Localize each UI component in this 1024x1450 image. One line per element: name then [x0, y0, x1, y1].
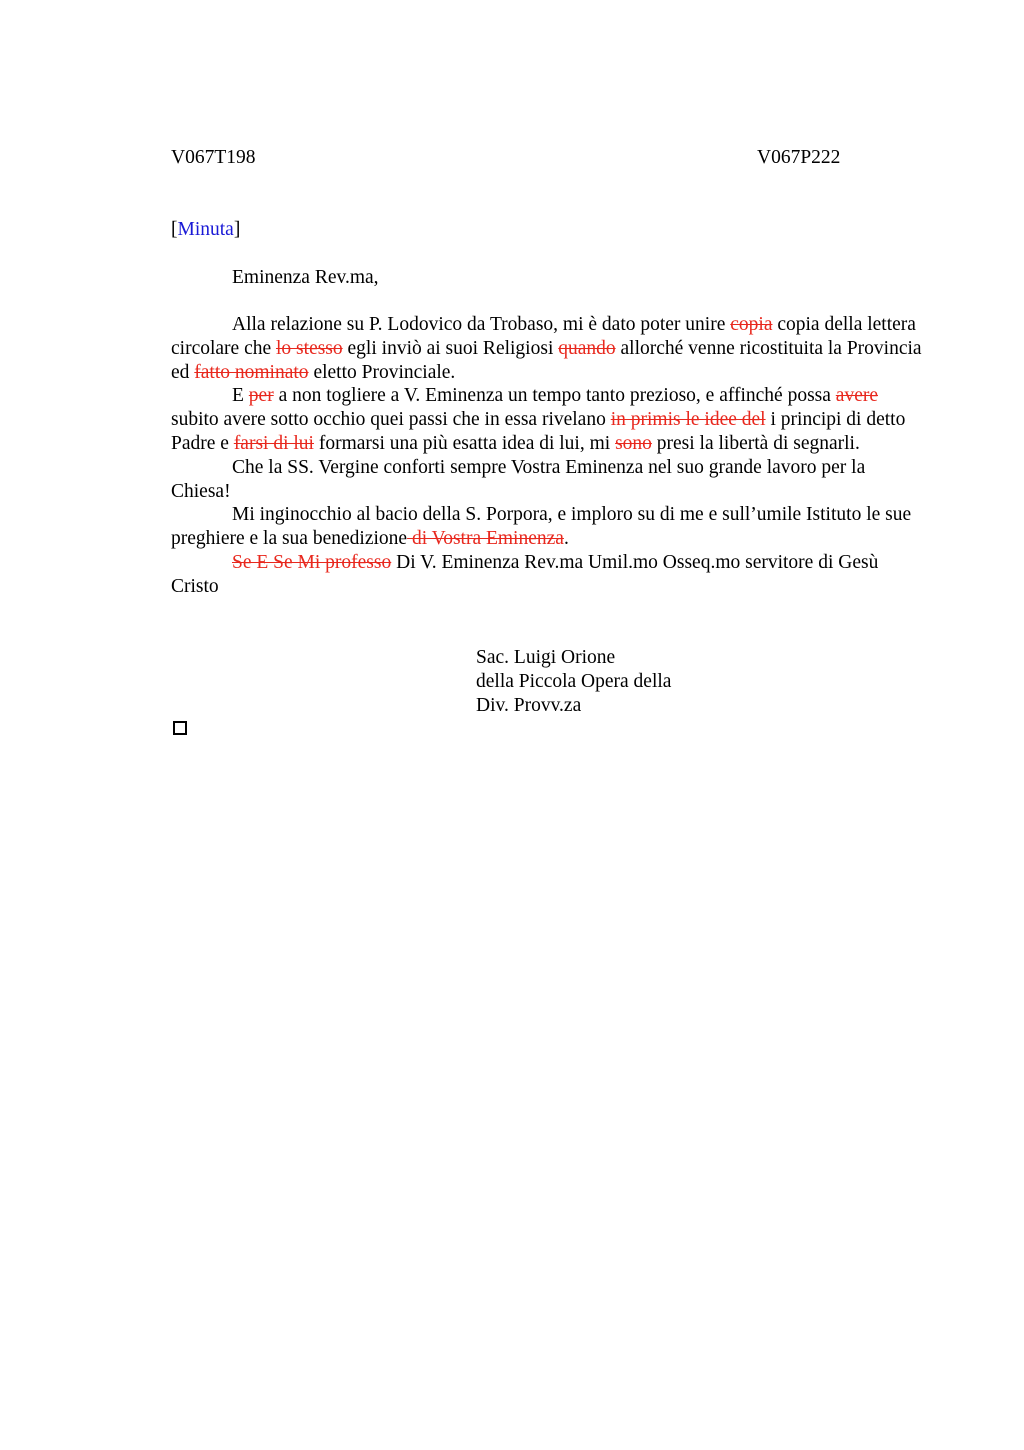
- salutation: Eminenza Rev.ma,: [232, 267, 379, 288]
- deleted-text: Se E Se Mi professo: [232, 551, 392, 573]
- deleted-text: fatto nominato: [194, 361, 309, 383]
- deleted-text: farsi di lui: [233, 432, 314, 454]
- signature-line-3: Div. Provv.za: [476, 694, 582, 716]
- text-run: copia della lettera circolare che: [171, 314, 916, 359]
- paragraph-5: [171, 551, 923, 599]
- text-run: Alla relazione su P. Lodovico da Trobaso, mi è dato poter unire: [232, 314, 731, 335]
- paragraph-3: [171, 456, 923, 504]
- text-run: Che la SS. Vergine conforti sempre Vostra Eminenza nel suo grande lavoro per la Chiesa!: [171, 456, 866, 502]
- document-code-left: V067T198: [171, 147, 256, 168]
- deleted-text: lo stesso: [276, 337, 343, 359]
- text-run: a non togliere a V. Eminenza un tempo tanto prezioso, e affinché possa: [273, 385, 836, 407]
- minuta-open-bracket: [: [171, 219, 178, 240]
- paragraph-4: [171, 503, 923, 551]
- signature-line-2: della Piccola Opera della: [476, 670, 672, 692]
- deleted-text: in primis le idee del: [610, 409, 766, 431]
- paragraph-2: [171, 384, 923, 455]
- minuta-label: [171, 218, 240, 242]
- document-code-right: V067P222: [757, 147, 841, 168]
- signature-line-1: Sac. Luigi Orione: [476, 647, 616, 668]
- deleted-text: avere: [835, 385, 879, 407]
- deleted-text: per: [248, 385, 274, 407]
- text-run: subito avere sotto occhio quei passi che in essa rivelano: [171, 409, 611, 431]
- square-box-icon: [173, 721, 187, 735]
- deleted-text: quando: [558, 337, 616, 359]
- text-run: egli inviò ai suoi Religiosi: [342, 337, 559, 359]
- minuta-word: Minuta: [177, 219, 234, 240]
- text-run: formarsi una più esatta idea di lui, mi: [313, 432, 616, 454]
- deleted-text: copia: [730, 314, 773, 335]
- text-run: Di V. Eminenza Rev.ma Umil.mo Osseq.mo servitore di Gesù Cristo: [171, 551, 879, 597]
- text-run: E: [232, 385, 249, 407]
- text-run: eletto Provinciale.: [308, 361, 456, 383]
- text-run: presi la libertà di segnarli.: [651, 432, 860, 454]
- deleted-text: di Vostra Eminenza: [407, 528, 564, 550]
- text-run: .: [563, 528, 569, 550]
- signature-block: [476, 646, 671, 717]
- paragraph-1: [171, 313, 923, 384]
- deleted-text: sono: [615, 432, 652, 454]
- minuta-close-bracket: ]: [233, 219, 241, 240]
- letter-body: [171, 313, 923, 599]
- text-run: Mi inginocchio al bacio della S. Porpora, e imploro su di me e sull’umile Istituto le sue preghiere e la sua benedizione: [171, 504, 912, 550]
- text-run: i principi di detto Padre e: [171, 409, 906, 454]
- text-run: allorché venne ricostituita la Provincia ed: [171, 337, 922, 383]
